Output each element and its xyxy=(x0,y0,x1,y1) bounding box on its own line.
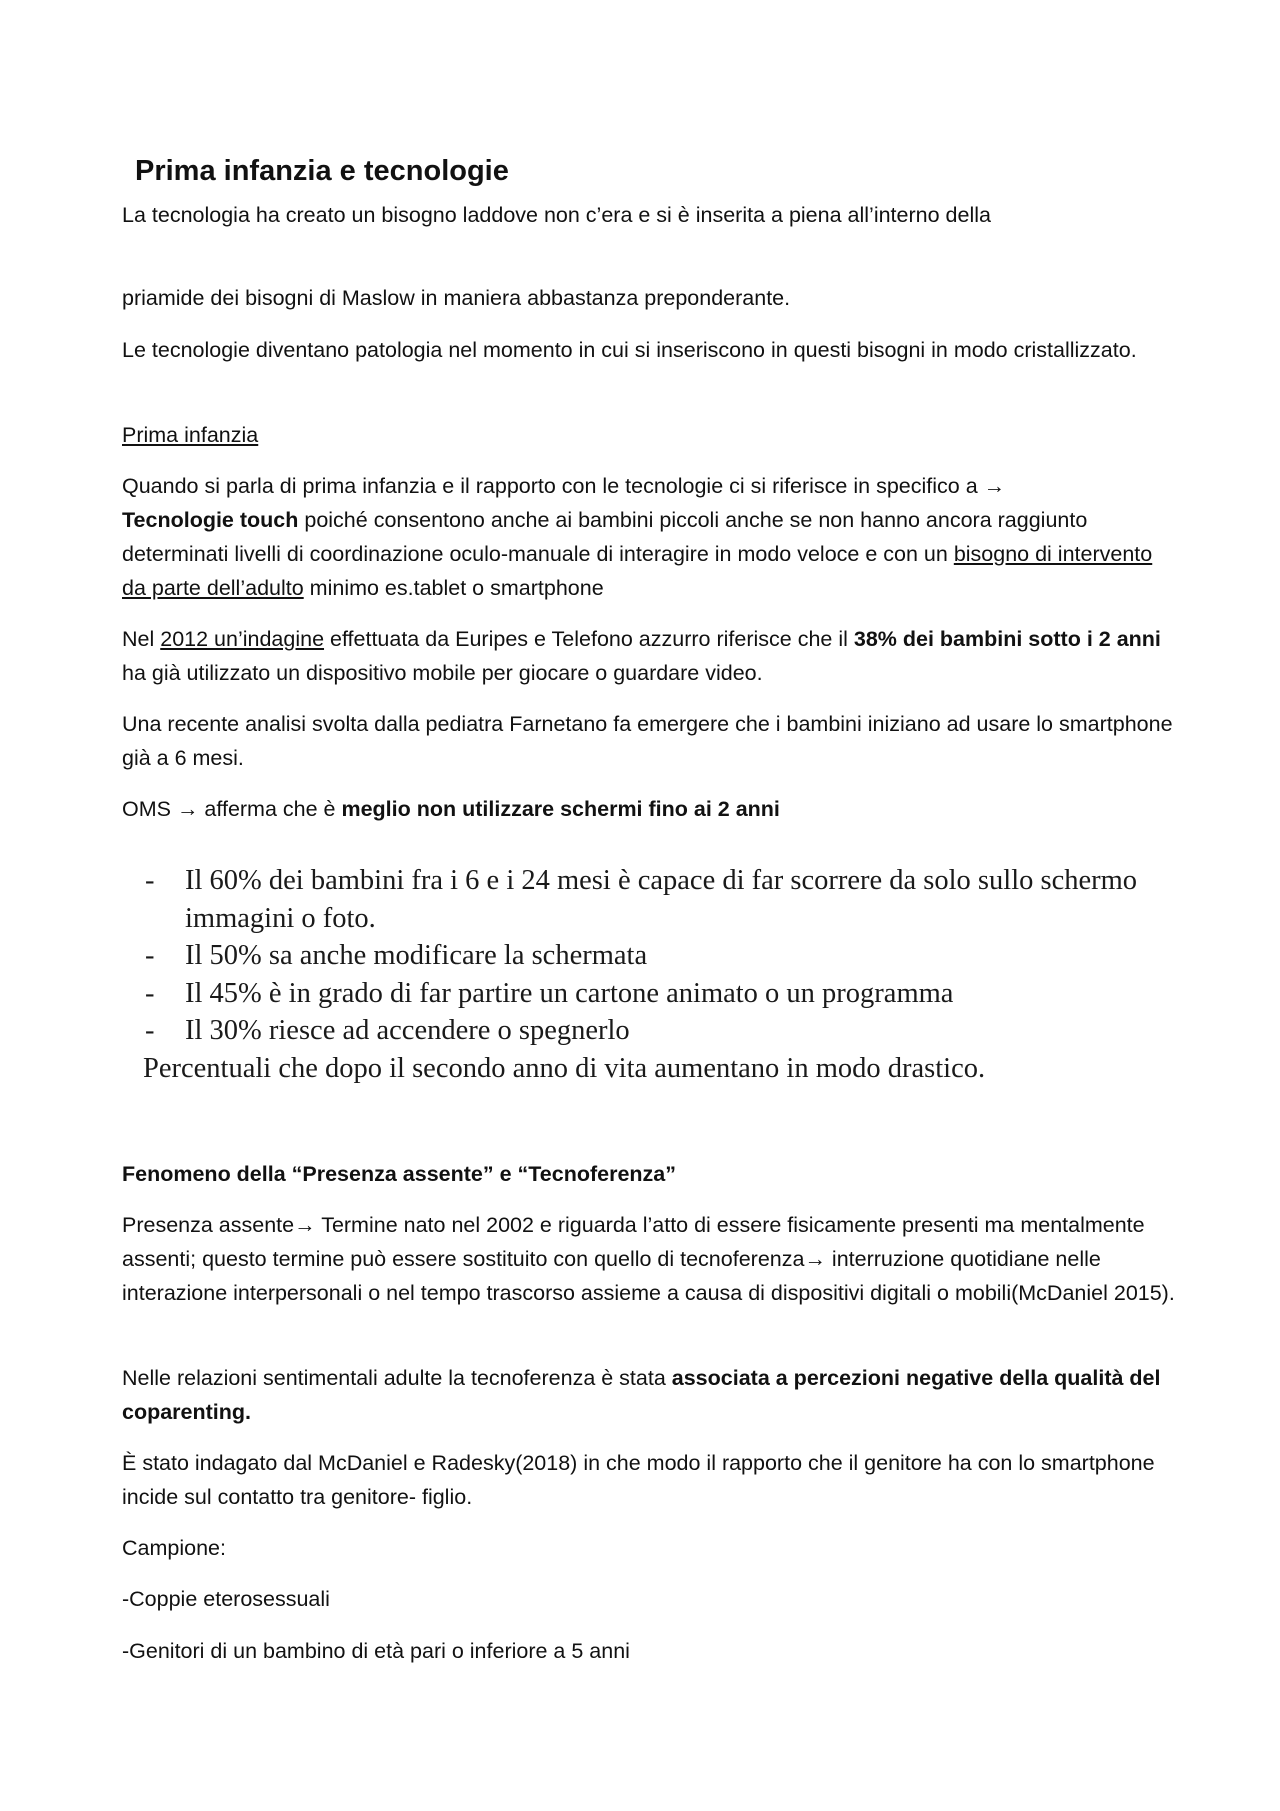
paragraph-intro: La tecnologia ha creato un bisogno laddove non c’era e si è inserita a piena all’interno della xyxy=(122,203,991,227)
p4-text-a: Nel xyxy=(122,627,161,651)
p4-bold: 38% dei bambini sotto i 2 anni xyxy=(853,627,1161,651)
paragraph-mcdaniel: È stato indagato dal McDaniel e Radesky(2018) in che modo il rapporto che il genitore ha con lo smartphone incide sul contatto tra genitore- figlio. xyxy=(122,1451,1155,1509)
p4-text-c: effettuata da Euripes e Telefono azzurro riferisce che il xyxy=(324,627,854,651)
p7-text-a: Presenza assente xyxy=(122,1213,295,1237)
heading-presenza-assente: Fenomeno della “Presenza assente” e “Tecnoferenza” xyxy=(122,1162,677,1186)
list-dash: - xyxy=(145,940,155,971)
paragraph-campione: Campione: xyxy=(122,1536,226,1560)
scan-item-continuation: immagini o foto. xyxy=(185,902,376,934)
list-dash: - xyxy=(145,1015,155,1046)
scan-item-text: Il 45% è in grado di far partire un cartone animato o un programma xyxy=(185,977,954,1009)
p7-text-b: Termine nato nel 2002 e riguarda l’atto di essere fisicamente presenti ma mentalmente assenti; questo termine può essere sostituito con quello di tecnoferenza xyxy=(122,1213,1145,1271)
subheading-prima-infanzia: Prima infanzia xyxy=(122,423,259,447)
paragraph-presenza-assente xyxy=(122,1208,1182,1310)
arrow-right-icon: → xyxy=(294,1213,316,1237)
arrow-right-icon: → xyxy=(983,474,1006,498)
page-title: Prima infanzia e tecnologie xyxy=(135,155,509,187)
paragraph-oms xyxy=(122,792,1182,826)
p4-text-e: ha già utilizzato un dispositivo mobile per giocare o guardare video. xyxy=(122,661,763,685)
scan-item-text: Il 60% dei bambini fra i 6 e i 24 mesi è capace di far scorrere da solo sullo schermo xyxy=(185,865,1138,896)
list-dash: - xyxy=(145,865,155,896)
scan-list-item xyxy=(145,975,1265,1013)
scan-item-text: Il 50% sa anche modificare la schermata xyxy=(185,940,648,971)
p8-bold: associata a percezioni negative della qualità del coparenting. xyxy=(122,1366,1161,1424)
paragraph-touch-technologies xyxy=(122,469,1182,605)
p3-text-a: Quando si parla di prima infanzia e il rapporto con le tecnologie ci si riferisce in specifico a xyxy=(122,474,978,498)
scan-list-item xyxy=(145,937,1265,975)
list-dash: - xyxy=(145,977,155,1009)
p4-underline: 2012 un’indagine xyxy=(160,627,325,651)
p3-underline: bisogno di intervento da parte dell’adulto xyxy=(122,542,1153,600)
p8-text-a: Nelle relazioni sentimentali adulte la tecnoferenza è stata xyxy=(122,1366,672,1390)
p3-bold-touch: Tecnologie touch xyxy=(122,508,299,532)
p6-text-a: OMS xyxy=(122,797,177,821)
paragraph-farnetano: Una recente analisi svolta dalla pediatra Farnetano fa emergere che i bambini iniziano ad usare lo smartphone già a 6 mesi. xyxy=(122,712,1173,770)
scan-item-text: Il 30% riesce ad accendere o spegnerlo xyxy=(185,1015,630,1046)
p6-text-b: afferma che è xyxy=(198,797,342,821)
list-item: -Genitori di un bambino di età pari o inferiore a 5 anni xyxy=(122,1639,630,1663)
p6-bold: meglio non utilizzare schermi fino ai 2 anni xyxy=(341,797,780,821)
p7-text-c: interruzione quotidiane nelle interazione interpersonali o nel tempo trascorso assieme a causa di dispositivi digitali o mobili(McDaniel 2015). xyxy=(122,1247,1175,1305)
arrow-right-icon: → xyxy=(176,797,199,821)
p3-text-c: poiché consentono anche ai bambini piccoli anche se non hanno ancora raggiunto determinati livelli di coordinazione oculo-manuale di interagire in modo veloce e con un xyxy=(122,508,1088,566)
p3-text-e: minimo es.tablet o smartphone xyxy=(303,576,604,600)
paragraph-intro-continued: priamide dei bisogni di Maslow in maniera abbastanza preponderante. xyxy=(122,286,791,310)
paragraph-eurispes xyxy=(122,622,1182,690)
paragraph-coparenting xyxy=(122,1361,1182,1429)
paragraph-pathology: Le tecnologie diventano patologia nel momento in cui si inseriscono in questi bisogni in modo cristallizzato. xyxy=(122,338,1137,362)
arrow-right-icon: → xyxy=(804,1247,826,1271)
scanned-excerpt xyxy=(145,862,1265,1087)
scan-list-item xyxy=(145,1012,1265,1050)
scan-list-item xyxy=(145,862,1265,900)
scan-footnote: Percentuali che dopo il secondo anno di vita aumentano in modo drastico. xyxy=(143,1052,986,1084)
list-item: -Coppie eterosessuali xyxy=(122,1587,330,1611)
